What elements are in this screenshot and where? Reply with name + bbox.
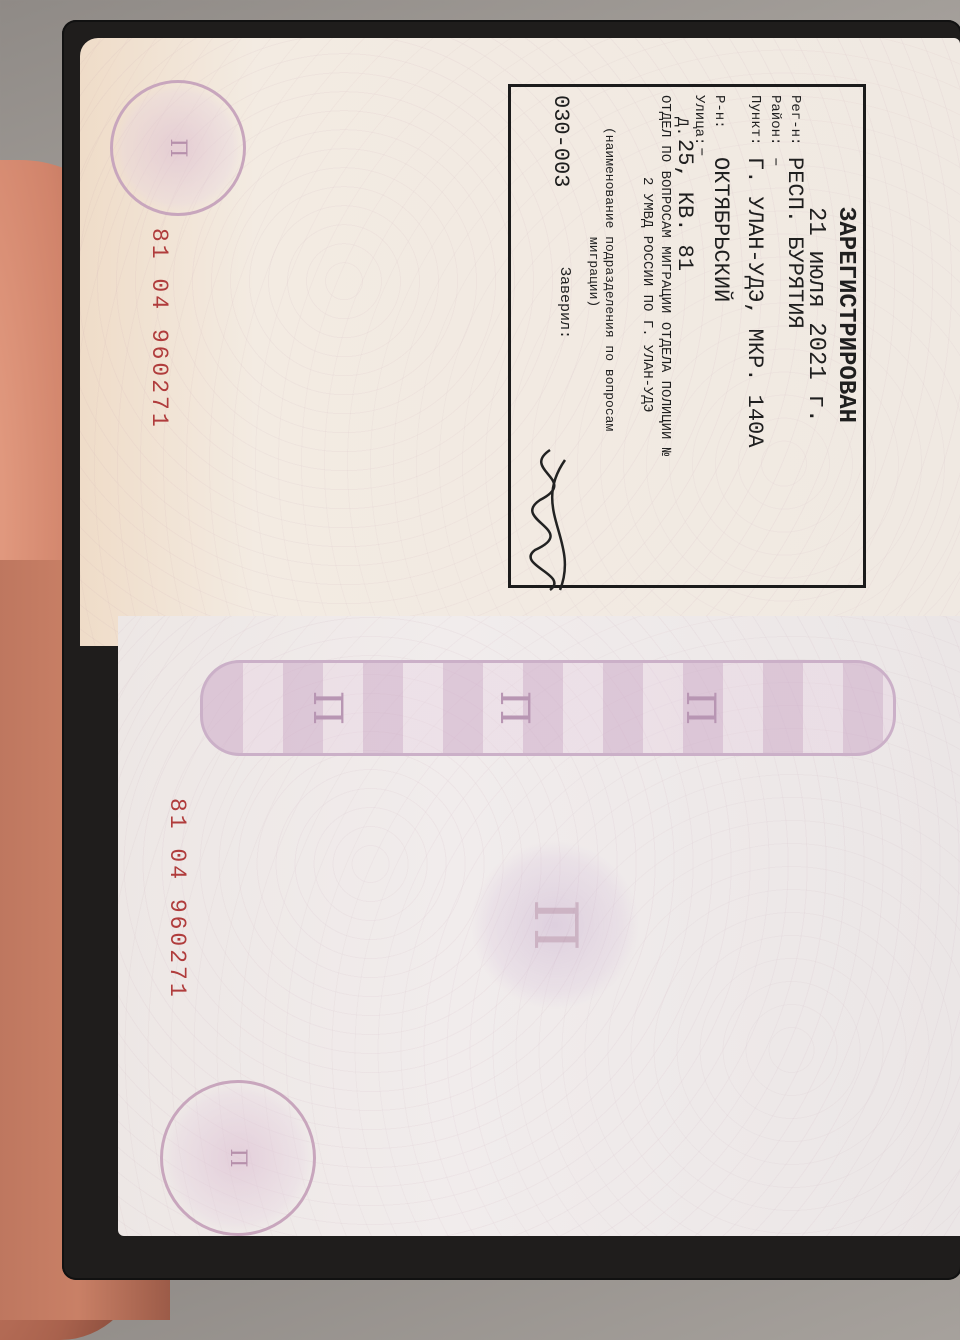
street-value: – xyxy=(693,147,711,157)
serial-number-bottom: 81 04 960271 xyxy=(164,798,190,1000)
crest-emblem-icon: П xyxy=(160,1080,316,1236)
district-value: – xyxy=(767,157,785,167)
certified-label: Заверил: xyxy=(556,267,573,340)
house-label: Д. xyxy=(673,117,691,137)
crest-emblem-icon: П xyxy=(110,80,246,216)
office-caption-1: (наименование подразделения по вопросам xyxy=(602,127,617,432)
serial-number-top: 81 04 960271 xyxy=(146,228,172,430)
locality-label: Пункт: xyxy=(747,95,763,146)
office-line-2: 2 УМВД РОССИИ ПО Г. УЛАН-УДЭ xyxy=(639,177,655,413)
rn-value: ОКТЯБРЬСКИЙ xyxy=(708,157,733,303)
street-label: Улица: xyxy=(691,95,707,146)
house-value: 25, КВ. 81 xyxy=(672,139,697,272)
stamp-title: ЗАРЕГИСТРИРОВАН xyxy=(832,207,859,424)
subdivision-code: 030-003 xyxy=(548,95,573,188)
office-line-1: ОТДЕЛ ПО ВОПРОСАМ МИГРАЦИИ ОТДЕЛА ПОЛИЦИИ № xyxy=(657,95,673,457)
ornamental-band: П П П xyxy=(200,660,896,756)
stamp-date: 21 июля 2021 г. xyxy=(802,207,829,424)
signature xyxy=(510,440,590,600)
rn-label: Р-н: xyxy=(711,95,727,129)
locality-value: Г. УЛАН-УДЭ, МКР. 140А xyxy=(742,157,767,448)
region-value: РЕСП. БУРЯТИЯ xyxy=(782,157,807,329)
office-caption-2: миграции) xyxy=(586,237,601,308)
region-label: Рег-н: xyxy=(787,95,803,146)
district-label: Район: xyxy=(767,95,783,146)
watermark-emblem-icon: П xyxy=(470,840,640,1010)
